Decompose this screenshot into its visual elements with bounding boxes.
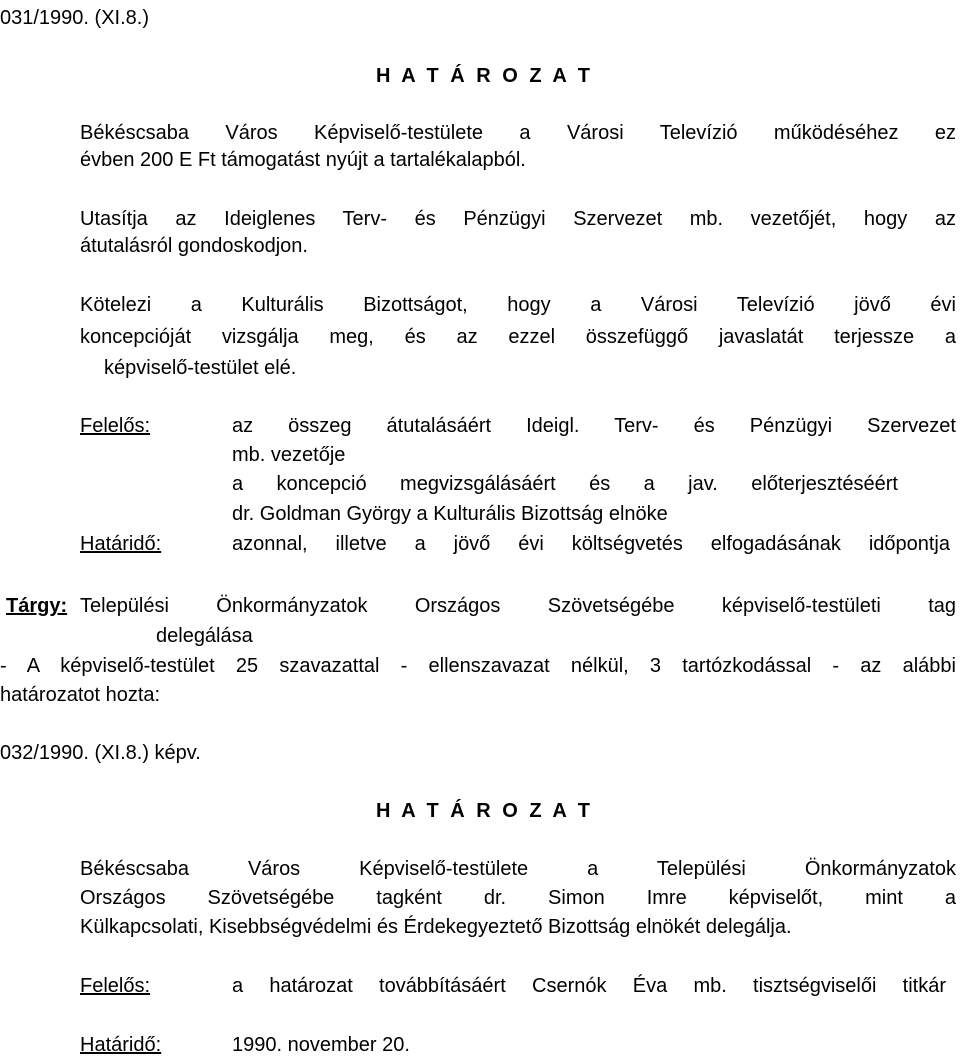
- res2-p1-line3: Külkapcsolati, Kisebbségvédelmi és Érdekegyeztető Bizottság elnökét delegálja.: [80, 916, 792, 938]
- header-ref: 031/1990. (XI.8.): [0, 7, 149, 29]
- vote-line2: határozatot hozta:: [0, 684, 161, 706]
- resolution-2-ref: 032/1990. (XI.8.) képv.: [0, 742, 201, 764]
- targy-label: Tárgy:: [6, 595, 68, 617]
- res1-p3-line3: képviselő-testület elé.: [104, 357, 297, 379]
- res1-p2-line2: átutalásról gondoskodjon.: [80, 235, 308, 257]
- targy-text-line1: Települési Önkormányzatok Országos Szövetségébe képviselő-testületi tag: [80, 595, 956, 617]
- res1-p3-line2: koncepcióját vizsgálja meg, és az ezzel összefüggő javaslatát terjessze a: [80, 326, 956, 348]
- res1-p3-line1: Kötelezi a Kulturális Bizottságot, hogy a Városi Televízió jövő évi: [80, 294, 956, 316]
- res2-felelos-label: Felelős:: [80, 975, 151, 997]
- res2-felelos-text: a határozat továbbításáért Csernók Éva mb. tisztségviselői titkár: [232, 975, 946, 997]
- targy-text-line2: delegálása: [156, 625, 253, 647]
- res2-hatarido-label: Határidő:: [80, 1034, 162, 1056]
- res2-p1-line1: Békéscsaba Város Képviselő-testülete a Települési Önkormányzatok: [80, 858, 956, 880]
- res2-p1-line2: Országos Szövetségébe tagként dr. Simon Imre képviselőt, mint a: [80, 887, 956, 909]
- res1-hatarido-label: Határidő:: [80, 533, 162, 555]
- res1-felelos-line2: mb. vezetője: [232, 444, 346, 466]
- res1-felelos-line4: dr. Goldman György a Kulturális Bizottság elnöke: [232, 503, 668, 525]
- vote-line1: - A képviselő-testület 25 szavazattal - ellenszavazat nélkül, 3 tartózkodással - az alábbi: [0, 655, 956, 677]
- res1-p1-line1: Békéscsaba Város Képviselő-testülete a Városi Televízió működéséhez ez: [80, 122, 956, 144]
- resolution-2-title: H A T Á R O Z A T: [376, 800, 593, 822]
- res1-p1-line2: évben 200 E Ft támogatást nyújt a tartalékalapból.: [80, 149, 526, 171]
- res2-hatarido-text: 1990. november 20.: [232, 1034, 410, 1056]
- res1-felelos-line3: a koncepció megvizsgálásáért és a jav. előterjesztéséért: [232, 473, 898, 495]
- res1-hatarido-text: azonnal, illetve a jövő évi költségvetés elfogadásának időpontja: [232, 533, 950, 555]
- res1-felelos-label: Felelős:: [80, 415, 151, 437]
- res1-felelos-line1: az összeg átutalásáért Ideigl. Terv- és Pénzügyi Szervezet: [232, 415, 956, 437]
- resolution-1-title: H A T Á R O Z A T: [376, 65, 593, 87]
- res1-p2-line1: Utasítja az Ideiglenes Terv- és Pénzügyi Szervezet mb. vezetőjét, hogy az: [80, 208, 956, 230]
